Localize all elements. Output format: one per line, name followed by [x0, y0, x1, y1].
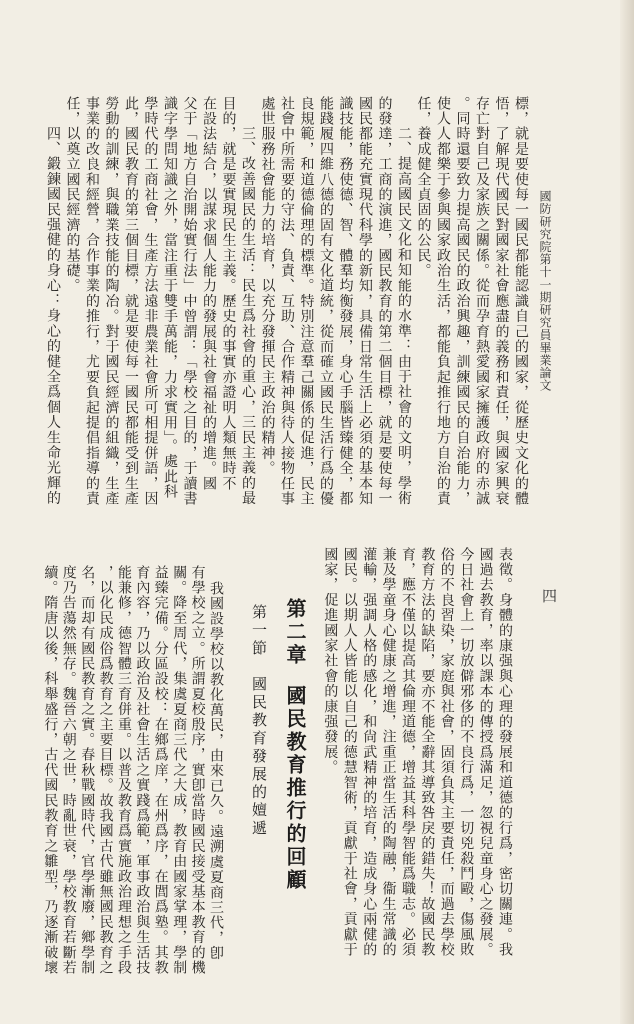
text-column: 任，以奠立國民經濟的基礎。	[64, 96, 81, 294]
text-column: 任，養成健全貞固的公民。	[415, 96, 432, 279]
text-column: 標，就是要使每一國民都能認識自己的國家，從歷史文化的體	[513, 96, 529, 507]
text-column: 教育方法的缺陷，要亦不能全辭其導致咎戾的錯失！故國民教	[419, 547, 436, 958]
text-column: ，以化民成俗爲教育之主要目標。故我國古代雖無國民教育之	[97, 565, 114, 976]
text-column: 此，國民教育的第三個目標，就是要使每一國民都能受到生產	[123, 96, 139, 507]
text-column: 育，應不僅以提高其倫理道德，增益其科學智能爲職志。必須	[400, 547, 416, 958]
text-column: 四、鍛鍊國民强健的身心：身心的健全爲個人生命光輝的	[45, 126, 61, 506]
text-column: 育內容，乃以政治及社會生活之實踐爲範，軍事政治與生活技	[134, 565, 151, 976]
text-column: 國民。以期人人皆能以自己的德慧智術，貢獻于社會，貢獻于	[341, 547, 358, 958]
chapter-heading	[284, 598, 306, 892]
text-column: 識技能，務使德、智、體羣均衡發展，身心手腦皆臻健全，都	[337, 96, 354, 507]
text-column: 父于「地方自治開始實行法」中曾謂：「學校之目的，于讀書	[181, 96, 198, 507]
text-column: 能踐履四維八德的固有文化道統，從而確立國民生活行爲的優	[318, 96, 334, 507]
text-column: 良規範，和道德倫理的標準。特別注意羣己關係的促進，民主	[298, 96, 315, 507]
text-column: 使人人都樂于參與國家政治生活，都能負起推行地方自治的責	[435, 96, 451, 507]
text-column: 名，而却有國民教育之實。春秋戰國時代，官學漸廢，鄉學制	[79, 565, 96, 976]
text-column: 處世服務社會能力的培育，以充分發揮民主政治的精神。	[259, 96, 276, 476]
text-column: 度乃告蕩然無存。魏晉六朝之世，時亂世衰，學校教育若斷若	[60, 565, 77, 976]
text-column: 在設法結合，以謀求個人能力的發展與社會福祉的增進。國	[201, 96, 217, 492]
text-column: 識字學問知識之外，當注重于雙手萬能，力求實用」。處此科	[162, 96, 178, 500]
text-column: 目的，就是要實現民生主義。歷史的事實亦證明人類無時不	[220, 96, 237, 492]
running-header: 國防研究院第十一期研究員畢業論文	[538, 190, 552, 392]
section-title: 國民教育發展的嬗遞	[250, 676, 268, 838]
text-column: 俗的不良習染，家庭與社會，固須負其主要責任，而過去學校	[438, 547, 455, 958]
text-column: 事業的改良和經營，合作事業的推行，尤要負起提倡指導的責	[84, 96, 100, 507]
text-column: 灌輸，强調人格的感化，和尙武精神的培育，造成身心兩健的	[361, 547, 378, 958]
text-column: 國過去教育，率以課本的傳授爲滿足，忽視兒童身心之發展。	[477, 547, 494, 958]
page-number: 四	[540, 588, 558, 603]
text-column: 表徵。身體的康强與心理的發展和道德的行爲，密切關連。我	[497, 547, 513, 958]
text-column: 的發達，工商的演進，國民教育的第二個目標，就是要使每一	[376, 96, 393, 507]
text-column: 益臻完備。分區設校：在鄉爲庠，在州爲序，在閭爲塾。其教	[152, 565, 169, 976]
text-column: 國民都能充實現代科學的新知，具備日常生活上必須的基本知	[357, 96, 373, 507]
chapter-title: 國民教育推行的回顧	[283, 685, 307, 892]
section-number: 第一節	[250, 604, 268, 658]
text-column: 國家，促進國家社會的康强發展。	[322, 547, 339, 775]
text-column: 勞動的訓練，與職業技能的陶冶。對于國民經濟的組織，生產	[103, 96, 120, 507]
text-column: 。同時還要致力提高國民的政治興趣，訓練國民的自治能力，	[454, 96, 471, 507]
chapter-number: 第二章	[283, 598, 307, 667]
text-column: 二、提高國民文化和知能的水準：由于社會的文明，學術	[396, 126, 412, 506]
section-heading	[250, 604, 267, 838]
text-column: 悟，了解現代國民對國家社會應盡的義務和責任，與國家興衰	[493, 96, 510, 507]
text-column: 今日社會上一切放僻邪侈的不良行爲，一切兇殺鬥毆，傷風敗	[458, 547, 475, 958]
text-column: 續。隋唐以後，科舉盛行，古代國民教育之雛型，乃逐漸破壞	[42, 565, 59, 976]
text-column: 能兼修，德智體三育併重。以普及教育爲實施政治理想之手段	[116, 565, 132, 976]
text-column: 社會中所需要的守法、負責、互助、合作精神與待人接物任事	[279, 96, 295, 507]
text-column: 存亡對自己及家族之關係。從而孕育熱愛國家擁護政府的赤誠	[474, 96, 490, 507]
page-edge-shadow	[620, 0, 634, 1024]
text-column: 有學校之立。所謂夏校殷序，實卽當時國民接受基本教育的機	[189, 565, 206, 976]
text-column: 兼及學童身心健康之增進，注重正當生活的陶融，衞生常識的	[380, 547, 397, 958]
text-column: 三、改善國民的生活：民生爲社會的重心，三民主義的最	[240, 126, 256, 506]
text-column: 我國設學校以教化萬民，由來已久。遠溯虞夏商三代，卽	[208, 581, 224, 961]
text-column: 學時代的工商社會，生產方法遠非農業社會所可相提併語，因	[142, 96, 159, 507]
text-column: 關。降至周代，集虞夏商三代之大成，教育由國家掌理，學制	[171, 565, 188, 976]
